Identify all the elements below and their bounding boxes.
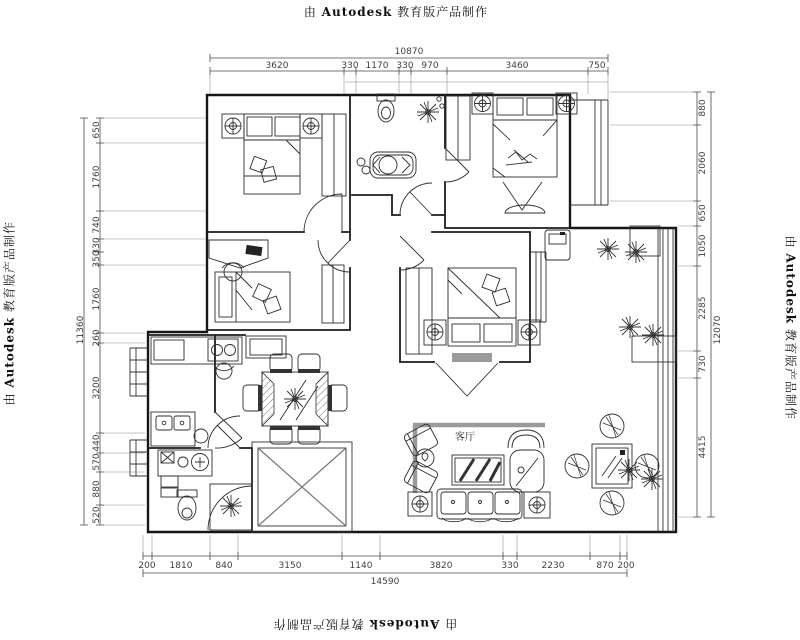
dim-bottom-seg: 870: [596, 561, 614, 571]
dim-right-seg: 2285: [698, 296, 708, 320]
washing-machine-cross: [195, 457, 205, 467]
sink-counter: [151, 412, 195, 446]
pillow: [497, 98, 523, 115]
dining-chair-back: [328, 385, 332, 411]
bed-cushion: [253, 284, 272, 303]
armchair-lines: [403, 423, 439, 457]
dim-right-seg: 1050: [698, 234, 708, 258]
column-mid-right: [632, 336, 676, 362]
water-dispenser-inner: [549, 234, 566, 244]
room-living: [403, 363, 550, 522]
bathtub-drain: [379, 156, 397, 174]
plant-icon: [642, 324, 664, 346]
toilet-bowl: [182, 508, 192, 518]
dim-top-seg: 1170: [365, 61, 389, 71]
entry-arrow: [436, 363, 498, 396]
dim-left-seg: 740: [92, 216, 102, 234]
watermark-prefix: 由: [783, 235, 798, 249]
toilet-bowl: [382, 107, 391, 119]
accessory: [362, 166, 370, 174]
door-bedroom2: [400, 236, 424, 270]
room-bathroom-2: [158, 450, 252, 530]
dim-bottom-seg: 1140: [349, 561, 373, 571]
dim-bottom-seg: 200: [138, 561, 156, 571]
side-table: [194, 429, 208, 443]
bed-cushion: [261, 166, 277, 182]
dim-line-bottom-chain: [143, 552, 627, 560]
accessory: [357, 158, 365, 166]
dim-left-seg: 350: [92, 250, 102, 268]
tea-table: [592, 444, 632, 488]
dim-bottom-seg: 200: [617, 561, 635, 571]
ceiling-lamp-icon: [475, 96, 491, 112]
court-cross: [258, 448, 346, 526]
armchair-lines: [403, 460, 439, 494]
cooktop: [208, 339, 238, 361]
dim-bottom-seg: 840: [215, 561, 233, 571]
kitchen-window-left: [130, 348, 148, 396]
doors: [208, 148, 469, 448]
bed-scribble: [506, 150, 537, 165]
dim-left-seg: 330: [92, 237, 102, 255]
watermark-brand: Autodesk: [2, 316, 17, 388]
cushion-button: [506, 501, 509, 504]
plant-icon: [284, 388, 306, 410]
double-bed: [448, 268, 516, 346]
room-bathroom-top: [357, 94, 444, 178]
cabinet: [161, 488, 178, 497]
door-master: [445, 148, 469, 182]
watermark-prefix: 由: [2, 392, 17, 406]
dim-top-seg: 3620: [265, 61, 289, 71]
dim-right-seg: 4415: [698, 435, 708, 459]
room-bedroom-2: [406, 268, 540, 362]
door-hall-kitchen: [215, 412, 242, 448]
room-dining: [243, 336, 347, 444]
balcony-chair: [600, 414, 624, 438]
dim-left-seg: 1760: [92, 287, 102, 311]
bath-window-left: [130, 440, 148, 476]
dim-left-seg: 3200: [92, 376, 102, 400]
balcony-chair: [565, 454, 589, 478]
tv-cabinet: [452, 353, 492, 362]
dining-chair-back: [258, 385, 262, 411]
dim-top-seg: 330: [396, 61, 414, 71]
balcony-chair: [600, 491, 624, 515]
living-room-label: 客厅: [455, 432, 475, 443]
dresser-mirror: [503, 182, 542, 210]
dim-left-seg: 260: [92, 329, 102, 347]
basin: [178, 457, 188, 467]
wall-interior: [148, 95, 570, 532]
wall-outer: [148, 95, 676, 532]
door-study: [318, 240, 350, 272]
drain: [180, 421, 184, 425]
door-bathroom-top: [400, 183, 432, 215]
watermark-suffix: 教育版产品制作: [783, 328, 798, 420]
dim-right-seg: 2060: [698, 151, 708, 175]
pillow: [484, 324, 512, 342]
burner: [225, 345, 236, 356]
dimension-chain-right: [610, 92, 723, 517]
balcony-glazing: [658, 228, 673, 532]
burner: [212, 345, 223, 356]
plant-icon: [597, 238, 619, 260]
dim-ext-left: [104, 118, 205, 525]
bay-window-bedroom2: [530, 252, 546, 322]
bed-sheet-fold: [244, 140, 300, 176]
vanity-box-cross: [161, 452, 174, 463]
armchair: [403, 460, 439, 494]
column-top-right: [630, 226, 660, 256]
room-kitchen: [151, 337, 242, 446]
watermark-brand: Autodesk: [783, 253, 798, 325]
dim-left-seg: 1760: [92, 165, 102, 189]
dim-top-seg: 3460: [505, 61, 529, 71]
dim-ext-bottom: [143, 535, 627, 552]
plant-icon: [641, 468, 663, 490]
bed-sheet-fold: [493, 120, 557, 177]
chaise-button: [518, 467, 524, 473]
dim-left-seg: 570: [92, 453, 102, 471]
kitchen-window: [154, 340, 184, 360]
table-end: [316, 372, 328, 426]
dining-chair-back: [270, 369, 292, 373]
door-bedroom1: [304, 194, 342, 232]
bed-sheet-fold: [448, 268, 516, 318]
dim-top-seg: 330: [341, 61, 359, 71]
dim-top-seg: 970: [421, 61, 439, 71]
tea-table-decor: [602, 456, 622, 478]
table-end: [262, 372, 274, 426]
room-bedroom-master: [446, 93, 577, 213]
dim-left-seg: 440: [92, 434, 102, 452]
table-shine: [280, 380, 318, 420]
watermark-suffix: 教育版产品制作: [397, 5, 489, 19]
dining-chair-back: [270, 426, 292, 430]
sink-bowl: [156, 416, 172, 430]
watermark-suffix: 教育版产品制作: [272, 617, 364, 631]
tea-table-mark: [620, 450, 625, 455]
accessory: [440, 104, 444, 108]
dim-left-seg: 520: [92, 506, 102, 524]
walls: [148, 95, 676, 532]
shower-head-icon: [417, 101, 439, 123]
watermark-brand: Autodesk: [321, 5, 393, 19]
bed-cushion: [482, 274, 500, 292]
plant-icon: [625, 241, 647, 263]
ceiling-lamp-icon: [427, 324, 443, 340]
watermark-prefix: 由: [444, 617, 458, 631]
dim-bottom-seg: 330: [501, 561, 519, 571]
ceiling-lamp-icon: [559, 96, 575, 112]
dimension-chain-top: [210, 47, 608, 99]
watermark-suffix: 教育版产品制作: [2, 221, 17, 313]
dimension-chain-bottom: [138, 535, 634, 587]
entry-court: [252, 442, 352, 532]
sofa-3seat: [437, 489, 522, 519]
dim-top-seg: 750: [588, 61, 606, 71]
sink-bowl: [174, 416, 190, 430]
dim-left-seg: 650: [92, 121, 102, 139]
single-bed: [215, 272, 290, 322]
room-bedroom-1: [222, 114, 346, 196]
computer-monitor: [245, 245, 262, 256]
dim-right-seg: 650: [698, 204, 708, 222]
bathtub-marks: [373, 157, 410, 173]
dim-bottom-seg: 3150: [278, 561, 302, 571]
bed-cushion: [263, 296, 281, 314]
pillow: [527, 98, 553, 115]
cushion-button: [452, 501, 455, 504]
ceiling-lamp-icon: [225, 118, 241, 134]
bed-cushion: [492, 288, 510, 306]
dispenser-mark: [560, 232, 565, 235]
pillow: [452, 324, 480, 342]
dim-bottom-seg: 3820: [429, 561, 453, 571]
dining-chair-back: [298, 426, 320, 430]
dim-top-total: 10870: [394, 47, 424, 57]
watermark-brand: Autodesk: [368, 617, 440, 631]
dim-line-right-total: [707, 92, 715, 517]
table-decor: [422, 453, 428, 461]
armchair-right-back: [508, 430, 544, 448]
watermark-prefix: 由: [303, 5, 317, 19]
double-bed: [493, 95, 557, 177]
ceiling-lamp-icon: [529, 497, 545, 513]
dim-bottom-seg: 1810: [169, 561, 193, 571]
bay-window-master: [570, 100, 608, 205]
cushion-button: [479, 501, 482, 504]
pillow: [275, 117, 300, 136]
ceiling-lamp-icon: [303, 118, 319, 134]
dim-bottom-total: 14590: [370, 577, 400, 587]
plant-icon: [619, 316, 641, 338]
dim-right-seg: 730: [698, 355, 708, 373]
bed-cushion: [250, 156, 267, 173]
room-study: [209, 240, 344, 323]
plant-icon: [220, 495, 242, 517]
balcony: [545, 230, 664, 515]
armchair: [403, 423, 439, 457]
pillow: [247, 117, 272, 136]
accessory: [437, 97, 441, 101]
ceiling-lamp-icon: [412, 496, 428, 512]
dim-bottom-seg: 2230: [541, 561, 565, 571]
pillow: [219, 277, 232, 317]
dim-left-seg: 880: [92, 480, 102, 498]
cabinet: [161, 476, 178, 487]
drain: [162, 421, 166, 425]
dim-right-seg: 880: [698, 99, 708, 117]
sideboard-inner: [250, 339, 282, 355]
ceiling-lamp-icon: [521, 324, 537, 340]
chaise: [510, 450, 544, 492]
coffee-table-stripes: [460, 459, 500, 481]
dim-left-total: 11360: [76, 315, 86, 345]
dim-right-total: 12070: [713, 315, 723, 345]
plant-icon: [618, 459, 640, 481]
dining-chair-back: [298, 369, 320, 373]
